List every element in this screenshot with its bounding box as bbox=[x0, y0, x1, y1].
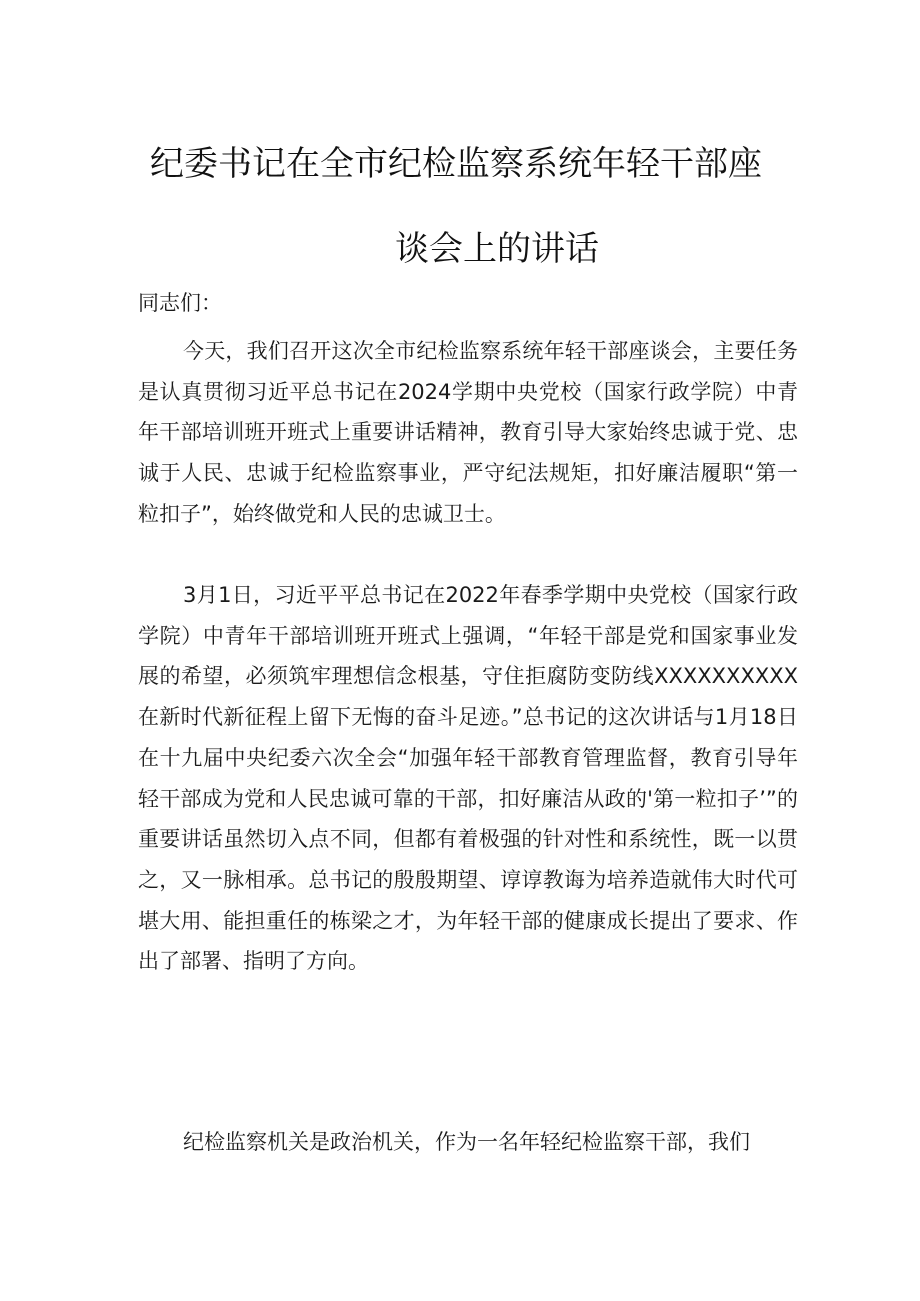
document-title-line-2: 谈会上的讲话 bbox=[395, 229, 599, 269]
salutation: 同志们： bbox=[138, 291, 222, 315]
paragraph-1: 今天，我们召开这次全市纪检监察系统年轻干部座谈会，主要任务是认真贯彻习近平总书记在2024学期中央党校（国家行政学院）中青年干部培训班开班式上重要讲话精神，教育引导大家始终忠诚于党、忠诚于人民、忠诚于纪检监察事业，严守纪法规矩，扣好廉洁履职“第一粒扣子”，始终做党和人民的忠诚卫士。 bbox=[138, 339, 798, 526]
document-title-line-1: 纪委书记在全市纪检监察系统年轻干部座 bbox=[150, 144, 762, 184]
paragraph-3: 纪检监察机关是政治机关，作为一名年轻纪检监察干部，我们 bbox=[183, 1130, 750, 1154]
paragraph-2: 3月1日，习近平平总书记在2022年春季学期中央党校（国家行政学院）中青年干部培训班开班式上强调，“年轻干部是党和国家事业发展的希望，必须筑牢理想信念根基，守住拒腐防变防线XXXXXXXXXX在新时代新征程上留下无悔的奋斗足迹。”总书记的这次讲话与1月18日在十九届中央纪委六次全会“加强年轻干部教育管理监督，教育引导年轻干部成为党和人民忠诚可靠的干部，扣好廉洁从政的'第一粒扣子’”的重要讲话虽然切入点不同，但都有着极强的针对性和系统性，既一以贯之，又一脉相承。总书记的殷殷期望、谆谆教诲为培养造就伟大时代可堪大用、能担重任的栋梁之才，为年轻干部的健康成长提出了要求、作出了部署、指明了方向。 bbox=[138, 583, 798, 974]
